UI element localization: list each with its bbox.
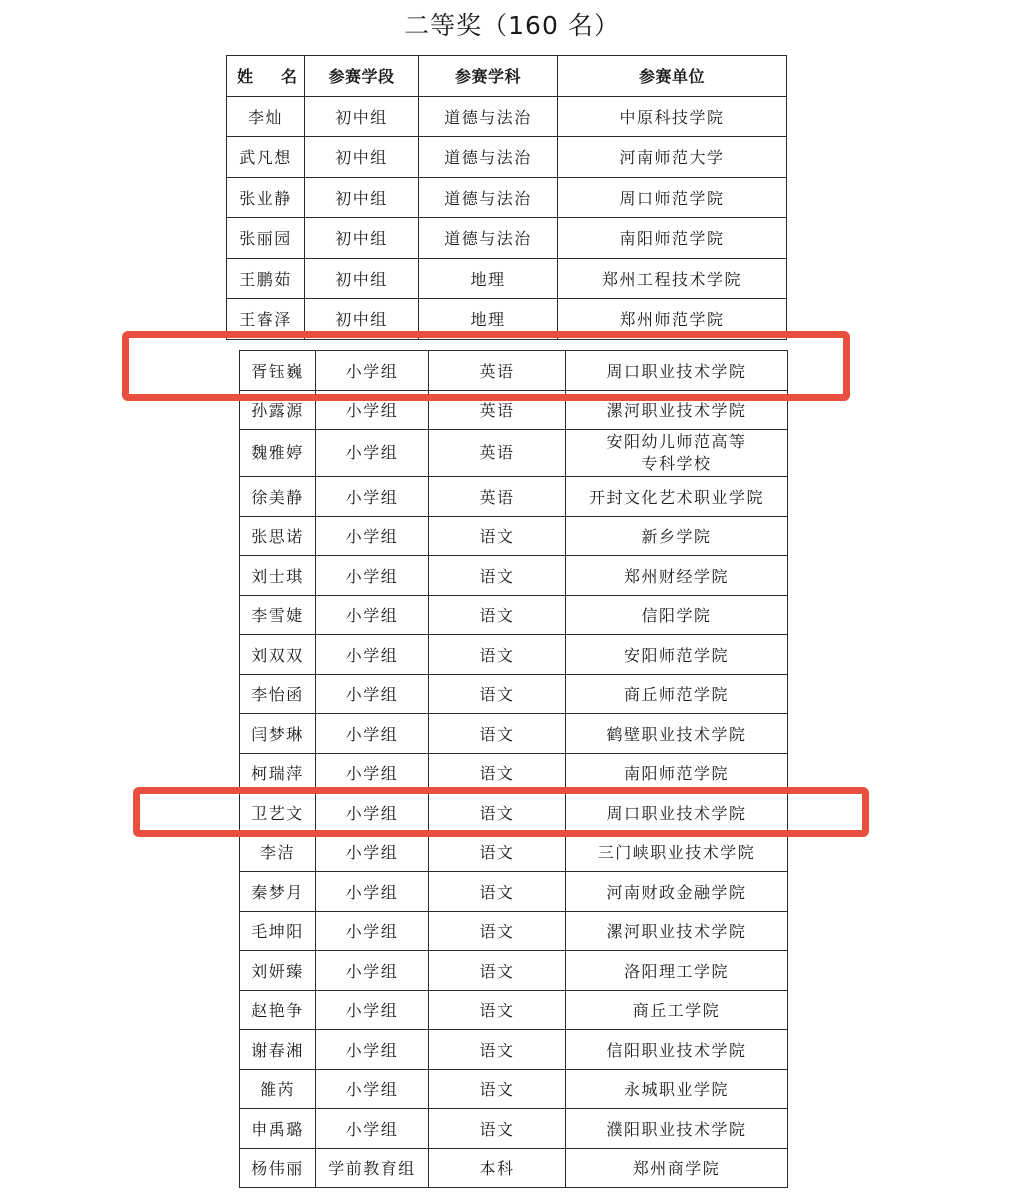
cell-name: 胥钰巍 [240,351,316,391]
cell-unit: 信阳学院 [566,595,788,635]
cell-stage: 小学组 [316,951,429,991]
cell-name: 孙露源 [240,390,316,430]
cell-stage: 小学组 [316,1030,429,1070]
cell-subject: 语文 [429,753,566,793]
table-row [240,556,788,596]
cell-stage: 初中组 [305,96,419,137]
header-name [227,56,305,97]
award-table-top [226,55,787,340]
cell-unit: 河南师范大学 [558,137,787,178]
cell-subject: 地理 [419,258,558,299]
cell-stage: 小学组 [316,351,429,391]
cell-name: 李雪婕 [240,595,316,635]
cell-name: 毛坤阳 [240,911,316,951]
table-row [240,477,788,517]
cell-name: 李灿 [227,96,305,137]
cell-name: 魏雅婷 [240,430,316,477]
cell-subject: 道德与法治 [419,96,558,137]
cell-subject: 地理 [419,299,558,340]
cell-unit: 濮阳职业技术学院 [566,1109,788,1149]
cell-unit: 信阳职业技术学院 [566,1030,788,1070]
table-row [240,430,788,477]
table-row [240,1148,788,1188]
table-row [240,1030,788,1070]
cell-unit-line2: 专科学校 [641,454,712,473]
cell-name: 闫梦琳 [240,714,316,754]
cell-subject: 语文 [429,516,566,556]
table-row [227,96,787,137]
cell-subject: 语文 [429,990,566,1030]
table-row [240,990,788,1030]
cell-unit: 郑州商学院 [566,1148,788,1188]
cell-unit: 周口职业技术学院 [566,793,788,833]
cell-name: 刘妍臻 [240,951,316,991]
table-row [240,674,788,714]
cell-stage: 小学组 [316,635,429,675]
cell-subject: 语文 [429,1030,566,1070]
cell-unit: 商丘师范学院 [566,674,788,714]
cell-subject: 道德与法治 [419,177,558,218]
table-row [240,951,788,991]
cell-subject: 本科 [429,1148,566,1188]
table-row [240,635,788,675]
cell-subject: 语文 [429,872,566,912]
cell-subject: 语文 [429,911,566,951]
cell-name: 卫艺文 [240,793,316,833]
table-row [240,351,788,391]
cell-name: 赵艳争 [240,990,316,1030]
table-row [240,714,788,754]
table-row [227,258,787,299]
header-stage: 参赛学段 [305,56,419,97]
cell-unit: 河南财政金融学院 [566,872,788,912]
cell-unit: 安阳师范学院 [566,635,788,675]
cell-stage: 初中组 [305,258,419,299]
cell-stage: 小学组 [316,753,429,793]
table-row [227,137,787,178]
cell-unit: 周口职业技术学院 [566,351,788,391]
cell-unit: 郑州工程技术学院 [558,258,787,299]
cell-stage: 小学组 [316,556,429,596]
cell-subject: 英语 [429,430,566,477]
cell-unit-line1: 安阳幼儿师范高等 [606,432,747,451]
cell-stage: 初中组 [305,299,419,340]
cell-stage: 小学组 [316,430,429,477]
cell-stage: 初中组 [305,137,419,178]
cell-subject: 语文 [429,714,566,754]
header-subject: 参赛学科 [419,56,558,97]
cell-name: 张思诺 [240,516,316,556]
cell-stage: 小学组 [316,1069,429,1109]
cell-name: 张丽园 [227,218,305,259]
cell-name: 刘双双 [240,635,316,675]
table-row [240,911,788,951]
cell-name: 申禹璐 [240,1109,316,1149]
cell-unit: 漯河职业技术学院 [566,911,788,951]
cell-name: 刘士琪 [240,556,316,596]
cell-name: 柯瑞萍 [240,753,316,793]
cell-name: 张业静 [227,177,305,218]
cell-unit: 南阳师范学院 [566,753,788,793]
cell-subject: 语文 [429,595,566,635]
cell-subject: 英语 [429,390,566,430]
cell-name: 谢春湘 [240,1030,316,1070]
table-row [240,832,788,872]
cell-name: 杨伟丽 [240,1148,316,1188]
cell-name: 徐美静 [240,477,316,517]
cell-stage: 学前教育组 [316,1148,429,1188]
cell-subject: 语文 [429,635,566,675]
cell-name: 王睿泽 [227,299,305,340]
cell-unit: 鹤壁职业技术学院 [566,714,788,754]
cell-unit: 新乡学院 [566,516,788,556]
table-row [240,872,788,912]
cell-unit: 商丘工学院 [566,990,788,1030]
cell-name: 秦梦月 [240,872,316,912]
page-title: 二等奖（160 名） [404,11,620,40]
cell-name: 李洁 [240,832,316,872]
cell-stage: 小学组 [316,1109,429,1149]
cell-subject: 道德与法治 [419,218,558,259]
table-row [240,516,788,556]
cell-stage: 小学组 [316,595,429,635]
table-row [240,753,788,793]
cell-unit: 三门峡职业技术学院 [566,832,788,872]
cell-stage: 初中组 [305,218,419,259]
cell-unit: 漯河职业技术学院 [566,390,788,430]
cell-name: 李怡函 [240,674,316,714]
cell-name: 王鹏茹 [227,258,305,299]
header-unit: 参赛单位 [558,56,787,97]
cell-subject: 英语 [429,351,566,391]
cell-subject: 英语 [429,477,566,517]
cell-stage: 小学组 [316,674,429,714]
table-header-row [227,56,787,97]
cell-subject: 语文 [429,793,566,833]
cell-unit: 南阳师范学院 [558,218,787,259]
cell-unit: 永城职业学院 [566,1069,788,1109]
cell-subject: 语文 [429,1109,566,1149]
cell-stage: 小学组 [316,872,429,912]
header-name-part2: 名 [281,67,298,87]
table-row [240,1109,788,1149]
cell-stage: 小学组 [316,911,429,951]
cell-subject: 道德与法治 [419,137,558,178]
table-row [240,595,788,635]
cell-name: 雒芮 [240,1069,316,1109]
cell-unit: 郑州师范学院 [558,299,787,340]
cell-unit: 中原科技学院 [558,96,787,137]
cell-subject: 语文 [429,832,566,872]
table-row [240,793,788,833]
cell-stage: 小学组 [316,793,429,833]
cell-subject: 语文 [429,674,566,714]
table-row [240,1069,788,1109]
table-row [227,218,787,259]
cell-unit: 洛阳理工学院 [566,951,788,991]
table-row [227,177,787,218]
cell-subject: 语文 [429,951,566,991]
award-table-bottom [239,350,788,1188]
cell-name: 武凡想 [227,137,305,178]
cell-stage: 小学组 [316,390,429,430]
cell-stage: 小学组 [316,832,429,872]
cell-stage: 小学组 [316,990,429,1030]
cell-stage: 小学组 [316,516,429,556]
cell-subject: 语文 [429,1069,566,1109]
cell-unit [566,430,788,477]
cell-subject: 语文 [429,556,566,596]
table-row [227,299,787,340]
cell-unit: 周口师范学院 [558,177,787,218]
cell-stage: 初中组 [305,177,419,218]
cell-stage: 小学组 [316,477,429,517]
cell-unit: 开封文化艺术职业学院 [566,477,788,517]
cell-stage: 小学组 [316,714,429,754]
table-row [240,390,788,430]
header-name-part1: 姓 [237,67,254,87]
cell-unit: 郑州财经学院 [566,556,788,596]
